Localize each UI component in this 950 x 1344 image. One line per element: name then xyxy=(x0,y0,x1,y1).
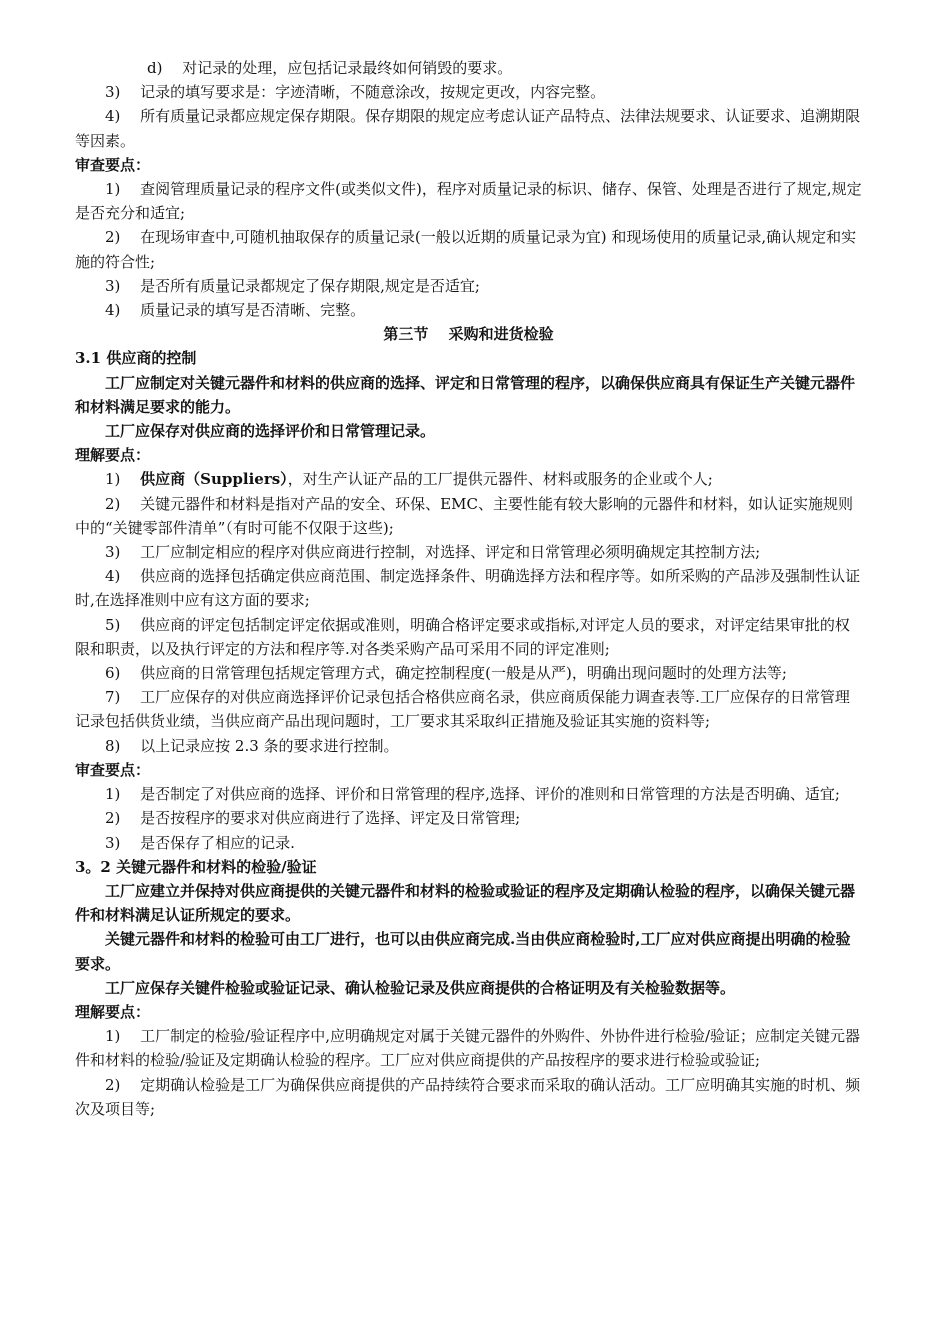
list-item: 6) 供应商的日常管理包括规定管理方式，确定控制程度(一般是从严)，明确出现问题时的处理方法等; xyxy=(105,664,787,683)
list-item xyxy=(75,467,862,491)
list-item: 4) 所有质量记录都应规定保存期限。保存期限的规定应考虑认证产品特点、法律法规要求、认证要求、追溯期限等因素。 xyxy=(75,107,861,150)
list-item: 2) 在现场审查中,可随机抽取保存的质量记录(一般以近期的质量记录为宜) 和现场使用的质量记录,确认规定和实施的符合性; xyxy=(75,228,857,271)
list-item: 5) 供应商的评定包括制定评定依据或准则，明确合格评定要求或指标,对评定人员的要求，对评定结果审批的权限和职责，以及执行评定的方法和程序等.对各类采购产品可采用不同的评定准则; xyxy=(75,615,850,658)
list-item: 7) 工厂应保存的对供应商选择评价记录包括合格供应商名录，供应商质保能力调查表等.工厂应保存的日常管理记录包括供货业绩，当供应商产品出现问题时，工厂要求其采取纠正措施及验证其实施的资料等; xyxy=(75,688,850,731)
section-heading: 理解要点： xyxy=(75,1002,151,1021)
list-text: ，对生产认证产品的工厂提供元器件、材料或服务的企业或个人; xyxy=(287,470,713,489)
requirement-paragraph: 工厂应制定对关键元器件和材料的供应商的选择、评定和日常管理的程序，以确保供应商具有保证生产关键元器件和材料满足要求的能力。 xyxy=(75,373,856,416)
requirement-paragraph: 关键元器件和材料的检验可由工厂进行，也可以由供应商完成.当由供应商检验时,工厂应对供应商提出明确的检验要求。 xyxy=(75,930,851,973)
list-item: 1) 是否制定了对供应商的选择、评价和日常管理的程序,选择、评价的准则和日常管理的方法是否明确、适宜; xyxy=(105,785,840,804)
requirement-paragraph: 工厂应保存对供应商的选择评价和日常管理记录。 xyxy=(105,422,436,441)
list-item: 2) 定期确认检验是工厂为确保供应商提供的产品持续符合要求而采取的确认活动。工厂应明确其实施的时机、频次及项目等; xyxy=(75,1075,861,1118)
list-item: 8) 以上记录应按 2.3 条的要求进行控制。 xyxy=(105,736,399,755)
list-item: 4) 质量记录的填写是否清晰、完整。 xyxy=(105,301,366,320)
requirement-paragraph: 工厂应保存关键件检验或验证记录、确认检验记录及供应商提供的合格证明及有关检验数据等。 xyxy=(105,978,736,997)
list-item: 3) 是否所有质量记录都规定了保存期限,规定是否适宜; xyxy=(105,276,480,295)
term-highlight: 供应商（Suppliers） xyxy=(140,470,288,489)
list-item: 4) 供应商的选择包括确定供应商范围、制定选择条件、明确选择方法和程序等。如所采购的产品涉及强制性认证时,在选择准则中应有这方面的要求; xyxy=(75,567,861,610)
requirement-paragraph: 工厂应建立并保持对供应商提供的关键元器件和材料的检验或验证的程序及定期确认检验的程序，以确保关键元器件和材料满足认证所规定的要求。 xyxy=(75,881,856,925)
list-number: 1) xyxy=(105,470,141,489)
section-heading: 审查要点： xyxy=(75,760,151,779)
list-item: d) 对记录的处理，应包括记录最终如何销毁的要求。 xyxy=(147,59,513,77)
list-item: 2) 关键元器件和材料是指对产品的安全、环保、EMC、主要性能有较大影响的元器件和材料，如认证实施规则中的“关键零部件清单”（有时可能不仅限于这些); xyxy=(75,494,853,537)
section-heading: 审查要点： xyxy=(75,155,151,174)
list-item: 3) 是否保存了相应的记录. xyxy=(105,833,295,852)
list-item: 1) 工厂制定的检验/验证程序中,应明确规定对属于关键元器件的外购件、外协件进行检验/验证；应制定关键元器件和材料的检验/验证及定期确认检验的程序。工厂应对供应商提供的产品按程序的要求进行检验或验证; xyxy=(75,1027,861,1070)
list-item: 2) 是否按程序的要求对供应商进行了选择、评定及日常管理; xyxy=(105,809,521,828)
subsection-heading: 3。2 关键元器件和材料的检验/验证 xyxy=(75,857,317,876)
list-item: 3) 工厂应制定相应的程序对供应商进行控制，对选择、评定和日常管理必须明确规定其控制方法; xyxy=(105,543,761,562)
list-item: 1) 查阅管理质量记录的程序文件(或类似文件)，程序对质量记录的标识、储存、保管、处理是否进行了规定,规定是否充分和适宜; xyxy=(75,180,862,223)
section-heading: 理解要点： xyxy=(75,446,151,465)
subsection-heading: 3.1 供应商的控制 xyxy=(75,349,197,368)
chapter-title: 第三节 采购和进货检验 xyxy=(383,325,554,344)
list-item: 3) 记录的填写要求是：字迹清晰，不随意涂改，按规定更改，内容完整。 xyxy=(105,83,606,102)
